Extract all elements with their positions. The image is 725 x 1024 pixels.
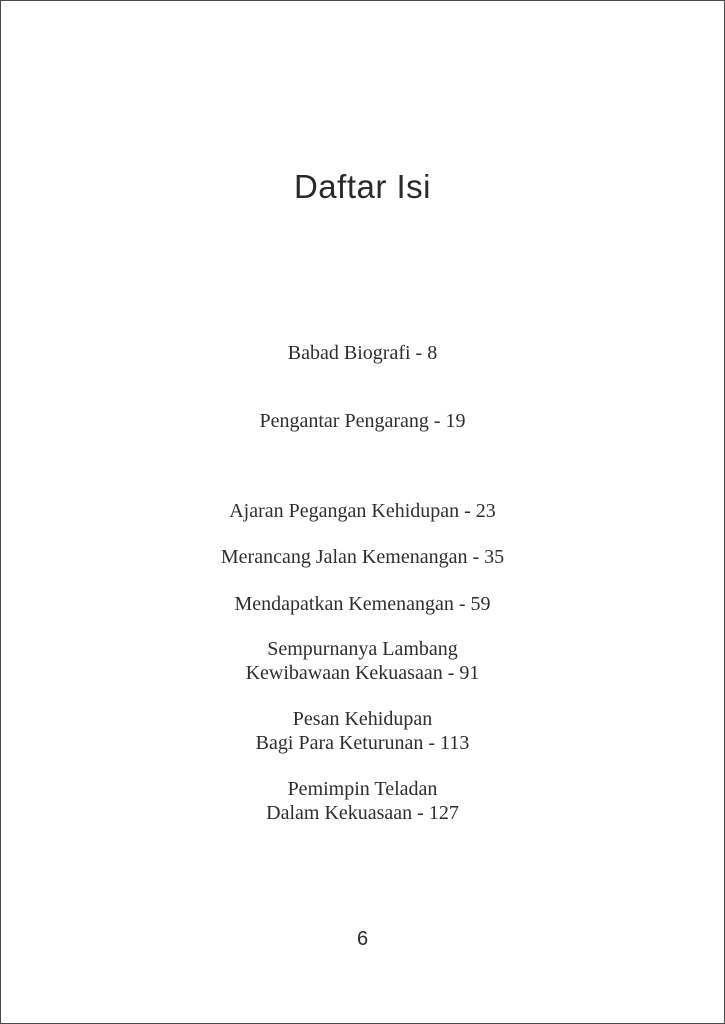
toc-entry-text: Merancang Jalan Kemenangan - 35: [220, 546, 505, 568]
toc-entry-text-line-2: Kewibawaan Kekuasaan - 91: [245, 662, 480, 684]
toc-entry: [1, 409, 724, 433]
page-title: Daftar Isi: [293, 168, 432, 205]
toc-entry: [1, 777, 724, 825]
toc-entry-text-line-2: Dalam Kekuasaan - 127: [266, 802, 459, 824]
toc-entry-text-line-2: Bagi Para Keturunan - 113: [255, 732, 470, 754]
toc-entry-text: Pengantar Pengarang - 19: [259, 410, 466, 432]
toc-entry: [1, 592, 724, 616]
toc-entry: [1, 499, 724, 523]
toc-entry-text-line-1: Sempurnanya Lambang: [267, 638, 458, 660]
toc-entry-text: Babad Biografi - 8: [287, 342, 438, 364]
toc-entry-text-line-1: Pemimpin Teladan: [287, 778, 438, 800]
toc-entry: [1, 707, 724, 755]
toc-entry-text-line-1: Pesan Kehidupan: [292, 708, 433, 730]
toc-entry: [1, 637, 724, 685]
toc-entry-text: Ajaran Pegangan Kehidupan - 23: [229, 500, 496, 522]
toc-entry: [1, 341, 724, 365]
toc-entry: [1, 545, 724, 569]
page-number: 6: [356, 928, 369, 950]
toc-entry-text: Mendapatkan Kemenangan - 59: [234, 593, 491, 615]
